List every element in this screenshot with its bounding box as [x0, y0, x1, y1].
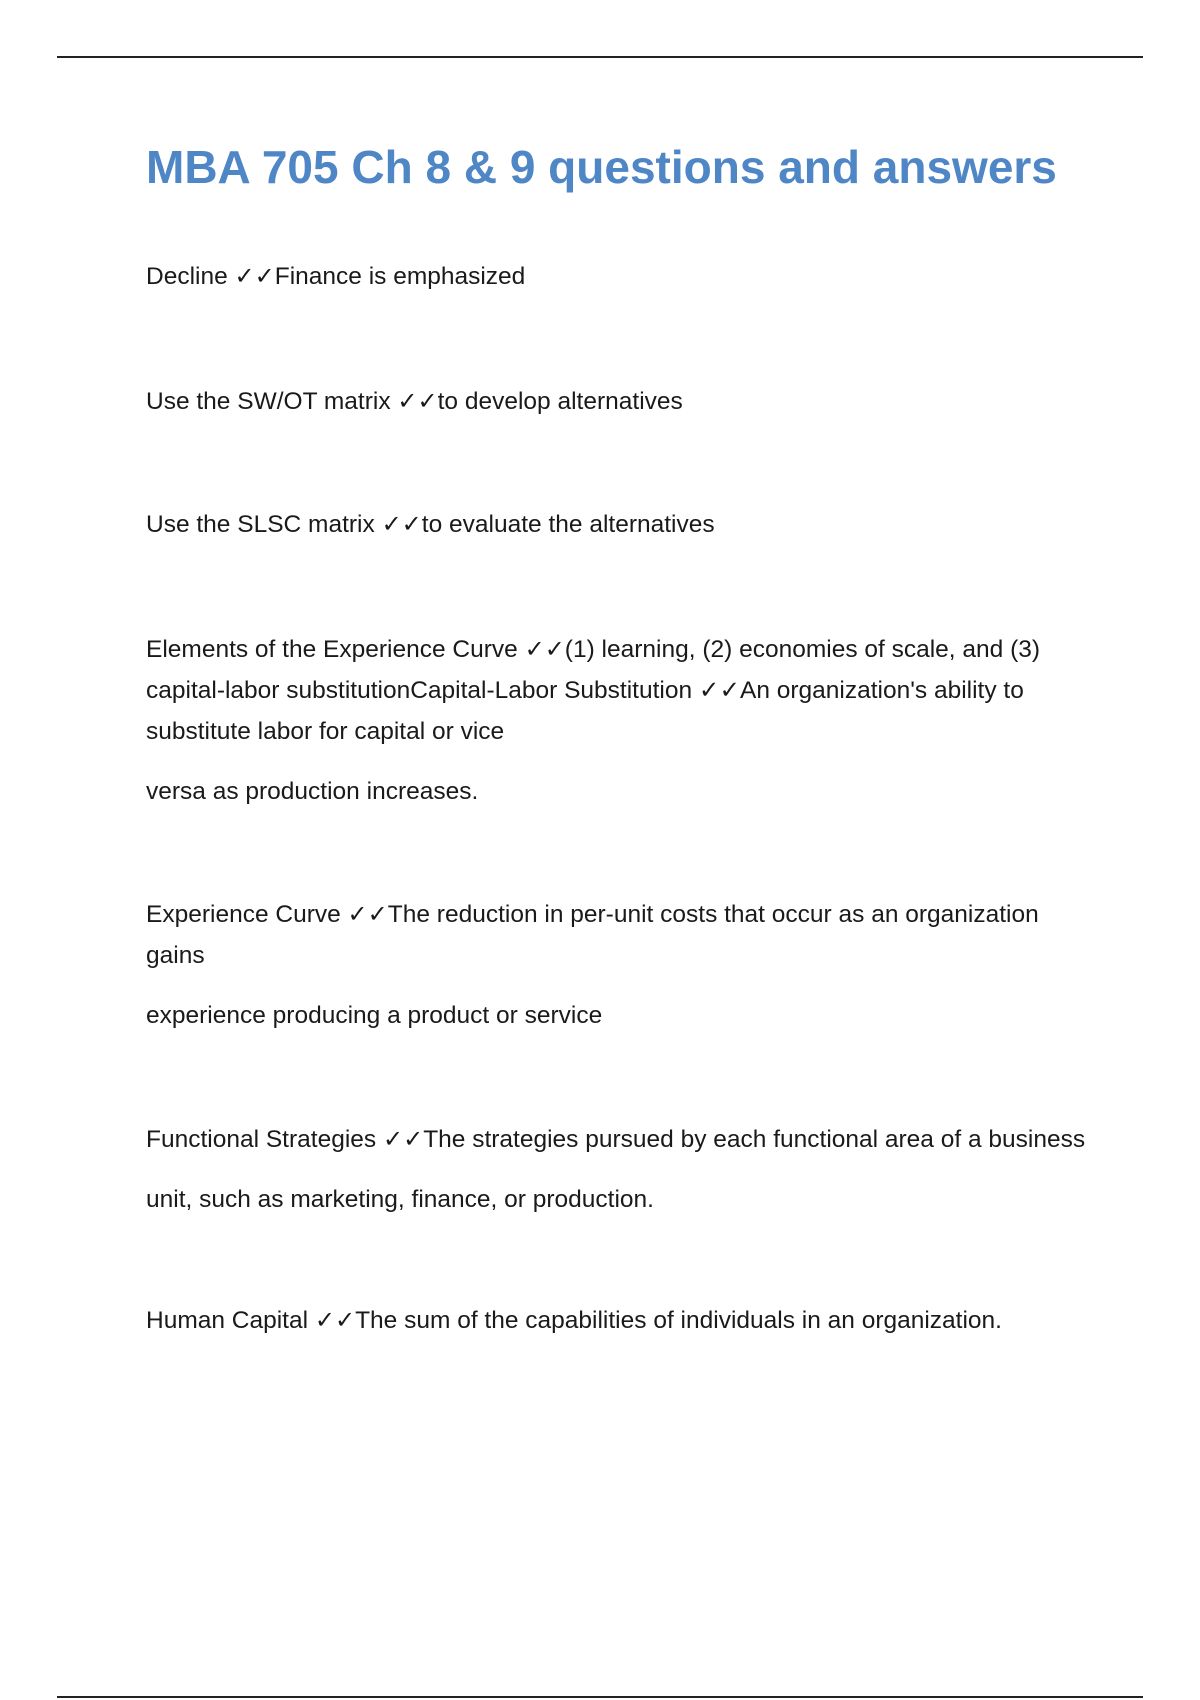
qa-term: Elements of the Experience Curve	[146, 636, 525, 663]
qa-entry	[146, 381, 1096, 422]
check-mark-icon: ✓✓	[397, 387, 438, 415]
qa-entry	[146, 256, 1096, 297]
qa-term: Use the SW/OT matrix	[146, 388, 398, 415]
qa-term: Functional Strategies	[146, 1126, 383, 1153]
document-body	[146, 140, 1096, 1424]
qa-line	[146, 256, 1096, 297]
check-mark-icon: ✓✓	[234, 262, 275, 290]
header-rule	[57, 56, 1143, 58]
qa-entry	[146, 894, 1096, 1036]
qa-entry	[146, 504, 1096, 545]
qa-term: Use the SLSC matrix	[146, 511, 382, 538]
document-title: MBA 705 Ch 8 & 9 questions and answers	[146, 141, 1057, 193]
qa-line	[146, 381, 1096, 422]
qa-line	[146, 1119, 1096, 1160]
qa-answer: (1) learning, (2) economies of scale, and (3) capital-labor substitutionCapital-Labor Substitution ✓✓An organization's ability to substitute labor for capital or vice	[146, 636, 1041, 745]
check-mark-icon: ✓✓	[382, 1125, 424, 1153]
qa-answer: to develop alternatives	[437, 388, 683, 415]
qa-answer: Finance is emphasized	[274, 263, 526, 290]
qa-answer: The reduction in per-unit costs that occur as an organization gains	[146, 901, 1039, 969]
qa-line	[146, 894, 1096, 976]
footer-rule	[57, 1696, 1143, 1698]
qa-entry	[146, 629, 1096, 812]
qa-entry	[146, 1119, 1096, 1220]
qa-term: Decline	[146, 263, 235, 290]
qa-term: Human Capital	[146, 1307, 315, 1334]
qa-continuation: experience producing a product or service	[146, 1002, 603, 1029]
qa-line	[146, 1300, 1096, 1341]
qa-answer: to evaluate the alternatives	[421, 511, 715, 538]
qa-list	[146, 256, 1096, 1341]
check-mark-icon: ✓✓	[347, 900, 388, 928]
qa-continuation: versa as production increases.	[146, 778, 479, 805]
qa-line	[146, 504, 1096, 545]
check-mark-icon: ✓✓	[314, 1306, 356, 1334]
qa-continuation: unit, such as marketing, finance, or production.	[146, 1186, 654, 1213]
qa-answer: The strategies pursued by each functional area of a business	[423, 1126, 1086, 1153]
qa-entry	[146, 1300, 1096, 1341]
qa-line	[146, 629, 1096, 752]
check-mark-icon: ✓✓	[381, 510, 422, 538]
check-mark-icon: ✓✓	[524, 635, 565, 663]
qa-term: Experience Curve	[146, 901, 348, 928]
qa-answer: The sum of the capabilities of individuals in an organization.	[355, 1307, 1002, 1334]
